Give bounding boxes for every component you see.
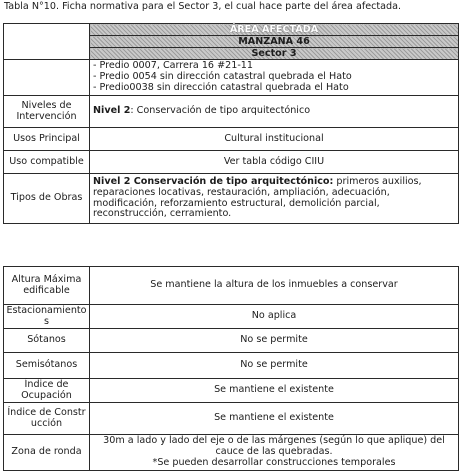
- empty-label-cell: [4, 60, 90, 96]
- table-caption: Tabla N°10. Ficha normativa para el Sector 3, el cual hace parte del área afectada.: [4, 1, 402, 12]
- building-parameters-table: [3, 266, 459, 471]
- normative-table-sector-3: [3, 23, 459, 224]
- empty-corner-cell: [4, 24, 90, 60]
- zona-ronda-label: Zona de ronda: [4, 435, 90, 471]
- tipos-obras-value-rest: primeros auxilios, reparaciones locativas, restauración, ampliación, adecuación, modificación, reforzamiento estructural, demolición parcial, reconstrucción, cerramiento.: [93, 175, 422, 220]
- usos-principal-label: Usos Principal: [4, 128, 90, 151]
- niveles-value-bold: Nivel 2: [93, 105, 131, 117]
- zona-ronda-value: [90, 435, 459, 471]
- indice-ocupacion-value: Se mantiene el existente: [90, 379, 459, 403]
- uso-compatible-value: Ver tabla código CIIU: [90, 151, 459, 174]
- sotanos-label: Sótanos: [4, 329, 90, 353]
- predio-item: - Predio0038 sin dirección catastral quebrada el Hato: [93, 81, 349, 93]
- indice-construccion-label: Índice de Construcción: [4, 403, 90, 435]
- predio-item: - Predio 0054 sin dirección catastral quebrada el Hato: [93, 71, 352, 83]
- niveles-label: Niveles de Intervención: [4, 96, 90, 128]
- area-afectada-header: ÁREA AFECTADA: [90, 24, 459, 36]
- usos-principal-value: Cultural institucional: [90, 128, 459, 151]
- niveles-value: [90, 96, 459, 128]
- indice-construccion-value: Se mantiene el existente: [90, 403, 459, 435]
- predio-item: - Predio 0007, Carrera 16 #21-11: [93, 60, 253, 72]
- zona-ronda-note: *Se pueden desarrollar construcciones temporales: [152, 456, 396, 468]
- zona-ronda-text: 30m a lado y lado del eje o de las márgenes (según lo que aplique) del cauce de las quebradas.: [103, 435, 445, 458]
- tipos-obras-value-bold: Nivel 2 Conservación de tipo arquitectónico:: [93, 175, 334, 187]
- altura-label: Altura Máxima edificable: [4, 267, 90, 305]
- indice-ocupacion-label: Índice de Ocupación: [4, 379, 90, 403]
- estacionamientos-value: No aplica: [90, 305, 459, 329]
- semisotanos-value: No se permite: [90, 353, 459, 379]
- uso-compatible-label: Uso compatible: [4, 151, 90, 174]
- tipos-obras-label: Tipos de Obras: [4, 174, 90, 224]
- sotanos-value: No se permite: [90, 329, 459, 353]
- semisotanos-label: Semisótanos: [4, 353, 90, 379]
- estacionamientos-label: Estacionamientos: [4, 305, 90, 329]
- predios-list: [90, 60, 459, 96]
- niveles-value-rest: : Conservación de tipo arquitectónico: [130, 105, 311, 117]
- altura-value: Se mantiene la altura de los inmuebles a conservar: [90, 267, 459, 305]
- sector-header: Sector 3: [90, 48, 459, 60]
- tipos-obras-value: [90, 174, 459, 224]
- manzana-header: MANZANA 46: [90, 36, 459, 48]
